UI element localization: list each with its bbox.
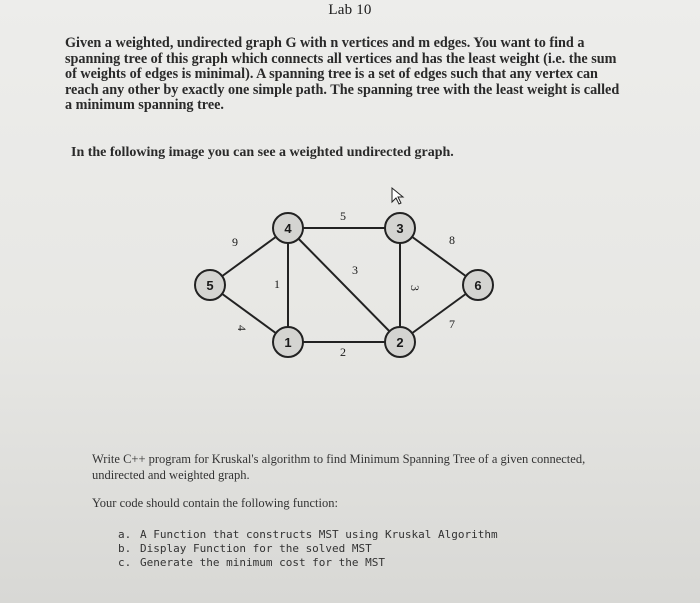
edge-weight-4-3: 5 (340, 209, 346, 223)
list-item-text: A Function that constructs MST using Kruskal Algorithm (140, 528, 498, 541)
node-4 (273, 213, 303, 243)
node-3 (385, 213, 415, 243)
cursor-icon (392, 188, 403, 204)
node-label: 3 (396, 221, 404, 236)
node-1 (273, 327, 303, 357)
edge-weight-5-4: 9 (232, 235, 238, 249)
edge-weight-5-1: 4 (235, 325, 249, 331)
node-6 (463, 270, 493, 300)
node-5 (195, 270, 225, 300)
list-item (118, 528, 498, 542)
node-2 (385, 327, 415, 357)
edge-weight-4-2: 3 (352, 263, 358, 277)
node-label: 2 (396, 335, 404, 350)
problem-description: Given a weighted, undirected graph G with n vertices and m edges. You want to find a spanning tree of this graph which connects all vertices and has the least weight (i.e. the sum of weights of edges is minimal). A spanning tree is a set of edges such that any vertex can reach any other by exactly one simple path. The spanning tree with the least weight is called a minimum spanning tree. (65, 35, 620, 114)
node-label: 1 (284, 335, 292, 350)
page-title: Lab 10 (328, 2, 372, 18)
list-item (118, 556, 498, 570)
list-item (118, 542, 498, 556)
edge-4-2 (288, 228, 400, 342)
graph-edges (210, 228, 478, 342)
function-list (118, 528, 498, 570)
edge-weight-1-2: 2 (340, 345, 346, 359)
list-item-letter: b. (118, 542, 132, 555)
node-label: 5 (206, 278, 214, 293)
edge-weight-4-1: 1 (274, 277, 280, 291)
edge-weight-3-6: 8 (449, 233, 455, 247)
graph-intro: In the following image you can see a weighted undirected graph. (71, 145, 454, 160)
list-item-letter: a. (118, 528, 132, 541)
list-item-text: Generate the minimum cost for the MST (140, 556, 386, 569)
edge-weight-2-6: 7 (449, 317, 455, 331)
node-label: 6 (474, 278, 482, 293)
edge-weight-3-2: 3 (408, 285, 422, 291)
list-item-text: Display Function for the solved MST (140, 542, 372, 555)
node-label: 4 (284, 221, 292, 236)
list-item-letter: c. (118, 556, 132, 569)
weighted-graph-figure (0, 180, 700, 380)
task-description: Write C++ program for Kruskal's algorithm to find Minimum Spanning Tree of a given connected, undirected and weighted graph. (92, 452, 586, 482)
requirements-heading: Your code should contain the following function: (92, 496, 338, 510)
